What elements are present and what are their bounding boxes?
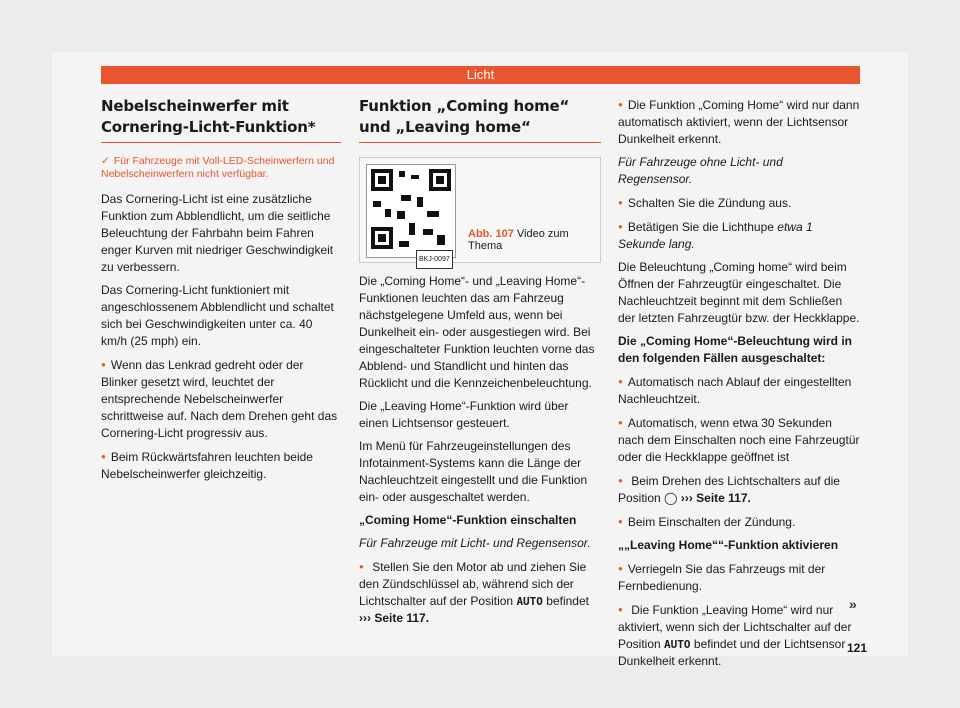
bullet-item: ● Stellen Sie den Motor ab und ziehen Sie den Zündschlüssel ab, während sich der Lichtschalter auf der Position AUTO befindet ››› Seite 117.	[359, 558, 601, 627]
bullet-item: ● Automatisch nach Ablauf der eingestellten Nachleuchtzeit.	[618, 373, 860, 408]
paragraph: Die Beleuchtung „Coming home“ wird beim Öffnen der Fahrzeugtür eingeschaltet. Die Nachleuchtzeit beginnt mit dem Schließen der letzten Fahrzeugtür bzw. der Heckklappe.	[618, 260, 860, 325]
subheading: „Coming Home“-Funktion einschalten	[359, 513, 577, 527]
bullet-item: ● Beim Drehen des Lichtschalters auf die Position ◯ ››› Seite 117.	[618, 472, 860, 507]
column-middle	[359, 96, 601, 633]
bullet-item: ● Beim Einschalten der Zündung.	[618, 513, 860, 531]
heading-cornering: Nebelscheinwerfer mit Cornering-Licht-Funktion*	[101, 96, 341, 143]
italic-note: Für Fahrzeuge mit Licht- und Regensensor.	[359, 536, 591, 550]
page-reference-link[interactable]: ››› Seite 117.	[680, 491, 751, 505]
bullet-item: ● Beim Rückwärtsfahren leuchten beide Nebelscheinwerfer gleichzeitig.	[101, 448, 341, 483]
italic-note: Für Fahrzeuge ohne Licht- und Regensensor.	[618, 155, 783, 186]
continue-arrow-icon: »	[849, 596, 857, 612]
bullet-item: ● Verriegeln Sie das Fahrzeugs mit der Fernbedienung.	[618, 560, 860, 595]
paragraph: Das Cornering-Licht funktioniert mit angeschlossenem Abblendlicht und schaltet sich bei Geschwindigkeiten unter ca. 40 km/h (25 mph) ein.	[101, 283, 334, 348]
bullet-item: ● Wenn das Lenkrad gedreht oder der Blinker gesetzt wird, leuchtet der entsprechende Nebelscheinwerfer schrittweise auf. Nach dem Drehen geht das Cornering-Licht progressiv aus.	[101, 356, 341, 442]
page-number: 121	[847, 641, 868, 655]
column-left	[101, 96, 341, 489]
paragraph: Die „Coming Home“- und „Leaving Home“-Funktionen leuchten das am Fahrzeug nächstgelegene Umfeld aus, wenn bei Dunkelheit ein- oder ausgestiegen wird. Bei eingeschalteter Funktion leuchten vorne das Abblend- und Standlicht und hinten das Rücklicht und die Kennzeichenbeleuchtung.	[359, 274, 595, 390]
availability-note: ✓ Für Fahrzeuge mit Voll-LED-Scheinwerfern und Nebelscheinwerfern nicht verfügbar.	[101, 155, 335, 180]
paragraph: Im Menü für Fahrzeugeinstellungen des Infotainment-Systems kann die Länge der Nachleuchtzeit eingestellt und die Funktion ein- oder ausgeschaltet werden.	[359, 439, 588, 504]
figure-video[interactable]	[359, 157, 601, 263]
bullet-item: ● Automatisch, wenn etwa 30 Sekunden nach dem Einschalten noch eine Fahrzeugtür oder die Heckklappe geöffnet ist	[618, 414, 860, 466]
subheading: „„Leaving Home““-Funktion aktivieren	[618, 538, 839, 552]
page-reference-link[interactable]: ››› Seite 117.	[359, 611, 430, 625]
bullet-item: ● Die Funktion „Leaving Home“ wird nur aktiviert, wenn sich der Lichtschalter auf der Position AUTO befindet und der Lichtsensor Dunkelheit erkennt.	[618, 601, 860, 670]
bullet-item: ● Die Funktion „Coming Home“ wird nur dann automatisch aktiviert, wenn der Lichtsensor Dunkelheit erkennt.	[618, 96, 860, 148]
paragraph: Das Cornering-Licht ist eine zusätzliche Funktion zum Abblendlicht, um die seitliche Beleuchtung der Fahrbahn beim Fahren enger Kurven mit niedriger Geschwindigkeit zu verbessern.	[101, 192, 334, 274]
bullet-item: ● Betätigen Sie die Lichthupe etwa 1 Sekunde lang.	[618, 218, 860, 253]
section-header: Licht	[101, 66, 860, 84]
heading-coming-home: Funktion „Coming home“ und „Leaving home“	[359, 96, 601, 143]
light-off-icon: ◯	[664, 491, 678, 505]
subheading: Die „Coming Home“-Beleuchtung wird in den folgenden Fällen ausgeschaltet:	[618, 334, 853, 365]
check-icon: ✓	[101, 155, 110, 167]
bullet-item: ● Schalten Sie die Zündung aus.	[618, 194, 860, 212]
paragraph: Die „Leaving Home“-Funktion wird über einen Lichtsensor gesteuert.	[359, 399, 569, 430]
figure-caption: Abb. 107 Video zum Thema	[468, 228, 569, 252]
figure-code: BKJ-0097	[416, 250, 453, 269]
qr-code-icon[interactable]	[366, 164, 456, 258]
column-right	[618, 96, 860, 676]
